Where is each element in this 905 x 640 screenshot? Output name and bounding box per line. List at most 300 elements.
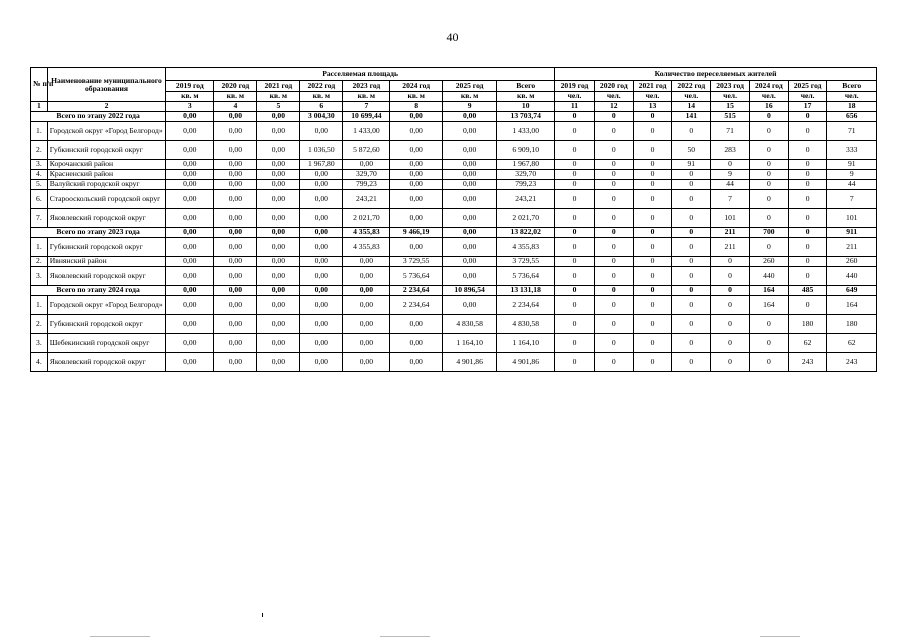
value-cell: 0,00 xyxy=(442,267,497,286)
value-cell: 0,00 xyxy=(166,180,214,190)
header-year-cell: 2021 год xyxy=(633,81,672,92)
value-cell: 1 433,00 xyxy=(343,122,390,141)
value-cell: 0 xyxy=(672,334,711,353)
value-cell: 440 xyxy=(827,267,877,286)
municipality-name: Старооскольский городской округ xyxy=(47,190,165,209)
value-cell: 0 xyxy=(594,209,633,228)
stage-total-cell: 4 355,83 xyxy=(343,228,390,238)
header-year-cell: 2025 год xyxy=(442,81,497,92)
value-cell: 44 xyxy=(827,180,877,190)
stage-total-cell: 0,00 xyxy=(166,286,214,296)
header-unit-cell: кв. м xyxy=(214,92,257,102)
value-cell: 0,00 xyxy=(390,238,442,257)
value-cell: 0,00 xyxy=(390,353,442,372)
value-cell: 0,00 xyxy=(390,334,442,353)
footer-rule xyxy=(760,636,800,637)
value-cell: 0,00 xyxy=(442,170,497,180)
value-cell: 0,00 xyxy=(300,267,343,286)
column-number-cell: 12 xyxy=(594,102,633,112)
stage-total-cell: 164 xyxy=(749,286,788,296)
value-cell: 260 xyxy=(827,257,877,267)
value-cell: 50 xyxy=(672,141,711,160)
value-cell: 0 xyxy=(749,238,788,257)
value-cell: 1 433,00 xyxy=(497,122,555,141)
municipality-name: Городской округ «Город Белгород» xyxy=(47,296,165,315)
stage-total-cell: 0,00 xyxy=(166,112,214,122)
column-number-cell: 15 xyxy=(711,102,750,112)
value-cell: 329,70 xyxy=(343,170,390,180)
value-cell: 0,00 xyxy=(257,353,300,372)
value-cell: 180 xyxy=(827,315,877,334)
table-row xyxy=(31,353,877,372)
value-cell: 0 xyxy=(555,267,595,286)
stage-total-cell: 0,00 xyxy=(214,286,257,296)
value-cell: 329,70 xyxy=(497,170,555,180)
value-cell: 0 xyxy=(749,190,788,209)
header-unit-cell: кв. м xyxy=(166,92,214,102)
value-cell: 0,00 xyxy=(257,238,300,257)
value-cell: 71 xyxy=(827,122,877,141)
value-cell: 0,00 xyxy=(257,315,300,334)
value-cell: 0,00 xyxy=(166,190,214,209)
value-cell: 0,00 xyxy=(257,209,300,228)
value-cell: 0 xyxy=(633,122,672,141)
value-cell: 91 xyxy=(672,160,711,170)
column-number-cell: 9 xyxy=(442,102,497,112)
stage-total-cell: 13 703,74 xyxy=(497,112,555,122)
value-cell: 0 xyxy=(555,180,595,190)
stage-total-cell: 0 xyxy=(594,112,633,122)
value-cell: 0,00 xyxy=(442,141,497,160)
header-name: Наименование муниципального образования xyxy=(47,68,165,102)
header-year-cell: 2024 год xyxy=(749,81,788,92)
value-cell: 62 xyxy=(788,334,827,353)
value-cell: 0,00 xyxy=(166,209,214,228)
value-cell: 799,23 xyxy=(343,180,390,190)
value-cell: 164 xyxy=(827,296,877,315)
table-row xyxy=(31,122,877,141)
value-cell: 5 872,60 xyxy=(343,141,390,160)
stage-total-label: Всего по этапу 2022 года xyxy=(31,112,166,122)
value-cell: 0,00 xyxy=(214,209,257,228)
value-cell: 101 xyxy=(711,209,750,228)
stage-total-row xyxy=(31,112,877,122)
stage-total-cell: 0,00 xyxy=(257,228,300,238)
stage-total-cell: 515 xyxy=(711,112,750,122)
value-cell: 0 xyxy=(672,267,711,286)
value-cell: 0 xyxy=(749,170,788,180)
municipality-name: Губкинский городской округ xyxy=(47,315,165,334)
value-cell: 0 xyxy=(672,238,711,257)
header-unit-cell: кв. м xyxy=(390,92,442,102)
value-cell: 0,00 xyxy=(257,257,300,267)
value-cell: 0 xyxy=(594,334,633,353)
value-cell: 211 xyxy=(827,238,877,257)
row-number: 1. xyxy=(31,238,48,257)
stage-total-cell: 0 xyxy=(633,286,672,296)
value-cell: 0,00 xyxy=(166,122,214,141)
value-cell: 0 xyxy=(788,160,827,170)
value-cell: 0 xyxy=(711,267,750,286)
value-cell: 0,00 xyxy=(300,296,343,315)
row-number: 1. xyxy=(31,122,48,141)
header-no: № п/п xyxy=(31,68,48,102)
table-row xyxy=(31,160,877,170)
value-cell: 0 xyxy=(788,267,827,286)
value-cell: 0 xyxy=(749,315,788,334)
value-cell: 0,00 xyxy=(166,257,214,267)
stage-total-cell: 3 004,30 xyxy=(300,112,343,122)
value-cell: 0,00 xyxy=(166,141,214,160)
value-cell: 0,00 xyxy=(214,353,257,372)
value-cell: 44 xyxy=(711,180,750,190)
value-cell: 0 xyxy=(633,180,672,190)
header-unit-cell: чел. xyxy=(672,92,711,102)
value-cell: 0,00 xyxy=(300,170,343,180)
header-unit-cell: чел. xyxy=(594,92,633,102)
value-cell: 0,00 xyxy=(166,267,214,286)
value-cell: 0,00 xyxy=(343,257,390,267)
table-row xyxy=(31,238,877,257)
value-cell: 0,00 xyxy=(442,238,497,257)
value-cell: 0 xyxy=(788,257,827,267)
value-cell: 0,00 xyxy=(166,296,214,315)
header-year-cell: 2023 год xyxy=(343,81,390,92)
stage-total-cell: 656 xyxy=(827,112,877,122)
value-cell: 0,00 xyxy=(214,267,257,286)
value-cell: 0,00 xyxy=(300,209,343,228)
stage-total-cell: 0,00 xyxy=(214,112,257,122)
value-cell: 0 xyxy=(633,267,672,286)
municipality-name: Корочанский район xyxy=(47,160,165,170)
value-cell: 4 901,86 xyxy=(442,353,497,372)
value-cell: 0,00 xyxy=(390,141,442,160)
value-cell: 0 xyxy=(555,190,595,209)
value-cell: 333 xyxy=(827,141,877,160)
column-number-cell: 6 xyxy=(300,102,343,112)
value-cell: 2 021,70 xyxy=(497,209,555,228)
value-cell: 0 xyxy=(594,122,633,141)
value-cell: 0,00 xyxy=(390,209,442,228)
column-number-cell: 1 xyxy=(31,102,48,112)
value-cell: 0 xyxy=(788,180,827,190)
header-unit-cell: чел. xyxy=(788,92,827,102)
value-cell: 3 729,55 xyxy=(497,257,555,267)
value-cell: 0 xyxy=(633,170,672,180)
value-cell: 0 xyxy=(788,238,827,257)
value-cell: 0 xyxy=(711,296,750,315)
table-row xyxy=(31,257,877,267)
value-cell: 9 xyxy=(711,170,750,180)
value-cell: 0,00 xyxy=(214,160,257,170)
table-body xyxy=(31,68,877,372)
value-cell: 243,21 xyxy=(497,190,555,209)
column-number-cell: 5 xyxy=(257,102,300,112)
municipality-name: Яковлевский городской округ xyxy=(47,353,165,372)
row-number: 2. xyxy=(31,315,48,334)
table-row xyxy=(31,334,877,353)
value-cell: 0 xyxy=(672,170,711,180)
value-cell: 0 xyxy=(749,180,788,190)
value-cell: 0,00 xyxy=(214,180,257,190)
stage-total-cell: 0 xyxy=(711,286,750,296)
header-year-cell: 2024 год xyxy=(390,81,442,92)
value-cell: 0 xyxy=(633,190,672,209)
table-row xyxy=(31,315,877,334)
stage-total-cell: 0 xyxy=(594,228,633,238)
table-row xyxy=(31,141,877,160)
value-cell: 0,00 xyxy=(214,334,257,353)
value-cell: 1 164,10 xyxy=(442,334,497,353)
value-cell: 2 234,64 xyxy=(390,296,442,315)
row-number: 2. xyxy=(31,257,48,267)
value-cell: 2 234,64 xyxy=(497,296,555,315)
table-row xyxy=(31,267,877,286)
value-cell: 0,00 xyxy=(390,190,442,209)
value-cell: 0 xyxy=(672,122,711,141)
row-number: 3. xyxy=(31,267,48,286)
value-cell: 0 xyxy=(711,315,750,334)
row-number: 4. xyxy=(31,170,48,180)
value-cell: 7 xyxy=(827,190,877,209)
column-number-cell: 11 xyxy=(555,102,595,112)
stage-total-label: Всего по этапу 2024 года xyxy=(31,286,166,296)
header-unit-cell: кв. м xyxy=(442,92,497,102)
resettlement-table xyxy=(30,67,877,372)
value-cell: 0 xyxy=(672,353,711,372)
value-cell: 0 xyxy=(672,257,711,267)
row-number: 1. xyxy=(31,296,48,315)
stage-total-cell: 0 xyxy=(672,228,711,238)
stage-total-cell: 211 xyxy=(711,228,750,238)
stage-total-cell: 911 xyxy=(827,228,877,238)
value-cell: 0 xyxy=(749,160,788,170)
header-year-cell: 2019 год xyxy=(166,81,214,92)
value-cell: 4 830,58 xyxy=(497,315,555,334)
value-cell: 0,00 xyxy=(257,170,300,180)
value-cell: 0 xyxy=(711,334,750,353)
stage-total-cell: 0 xyxy=(555,286,595,296)
header-unit-cell: чел. xyxy=(827,92,877,102)
value-cell: 1 967,80 xyxy=(497,160,555,170)
value-cell: 0 xyxy=(555,160,595,170)
page-number: 40 xyxy=(446,30,459,44)
value-cell: 799,23 xyxy=(497,180,555,190)
value-cell: 0,00 xyxy=(442,160,497,170)
stage-total-cell: 0,00 xyxy=(442,228,497,238)
value-cell: 0 xyxy=(788,170,827,180)
header-unit-cell: чел. xyxy=(555,92,595,102)
stage-total-cell: 649 xyxy=(827,286,877,296)
value-cell: 4 830,58 xyxy=(442,315,497,334)
value-cell: 0,00 xyxy=(442,296,497,315)
stage-total-cell: 0 xyxy=(788,228,827,238)
value-cell: 0 xyxy=(594,190,633,209)
value-cell: 243 xyxy=(827,353,877,372)
municipality-name: Яковлевский городской округ xyxy=(47,267,165,286)
value-cell: 1 164,10 xyxy=(497,334,555,353)
value-cell: 0 xyxy=(555,315,595,334)
value-cell: 0 xyxy=(633,238,672,257)
header-unit-cell: чел. xyxy=(711,92,750,102)
value-cell: 0 xyxy=(788,209,827,228)
stray-mark xyxy=(262,613,263,617)
value-cell: 0 xyxy=(788,296,827,315)
stage-total-cell: 2 234,64 xyxy=(390,286,442,296)
value-cell: 0,00 xyxy=(214,141,257,160)
value-cell: 0,00 xyxy=(343,315,390,334)
value-cell: 0 xyxy=(594,238,633,257)
value-cell: 0 xyxy=(788,122,827,141)
value-cell: 0 xyxy=(749,353,788,372)
value-cell: 164 xyxy=(749,296,788,315)
value-cell: 0 xyxy=(594,257,633,267)
row-number: 4. xyxy=(31,353,48,372)
value-cell: 0 xyxy=(633,209,672,228)
header-residents-group: Количество переселяемых жителей xyxy=(555,68,877,81)
value-cell: 0,00 xyxy=(300,180,343,190)
value-cell: 0,00 xyxy=(390,180,442,190)
column-number-cell: 17 xyxy=(788,102,827,112)
column-number-cell: 2 xyxy=(47,102,165,112)
column-number-cell: 10 xyxy=(497,102,555,112)
value-cell: 71 xyxy=(711,122,750,141)
municipality-name: Губкинский городской округ xyxy=(47,141,165,160)
stage-total-cell: 141 xyxy=(672,112,711,122)
table-row xyxy=(31,180,877,190)
value-cell: 0 xyxy=(633,160,672,170)
value-cell: 7 xyxy=(711,190,750,209)
value-cell: 0 xyxy=(672,209,711,228)
value-cell: 0,00 xyxy=(343,353,390,372)
value-cell: 0 xyxy=(749,141,788,160)
value-cell: 0,00 xyxy=(257,180,300,190)
row-number: 5. xyxy=(31,180,48,190)
value-cell: 1 036,50 xyxy=(300,141,343,160)
footer-rule xyxy=(90,636,150,637)
stage-total-cell: 0 xyxy=(633,112,672,122)
value-cell: 0 xyxy=(633,141,672,160)
stage-total-cell: 0,00 xyxy=(390,112,442,122)
header-year-cell: 2020 год xyxy=(214,81,257,92)
value-cell: 0 xyxy=(594,267,633,286)
value-cell: 0,00 xyxy=(390,170,442,180)
value-cell: 0,00 xyxy=(343,334,390,353)
stage-total-cell: 0 xyxy=(555,228,595,238)
value-cell: 0,00 xyxy=(300,257,343,267)
value-cell: 0 xyxy=(594,353,633,372)
value-cell: 0,00 xyxy=(257,141,300,160)
value-cell: 0,00 xyxy=(300,122,343,141)
stage-total-cell: 13 131,18 xyxy=(497,286,555,296)
column-number-cell: 3 xyxy=(166,102,214,112)
stage-total-cell: 0,00 xyxy=(300,286,343,296)
value-cell: 0,00 xyxy=(166,170,214,180)
value-cell: 0 xyxy=(594,315,633,334)
value-cell: 0,00 xyxy=(300,334,343,353)
column-number-cell: 14 xyxy=(672,102,711,112)
value-cell: 2 021,70 xyxy=(343,209,390,228)
header-unit-cell: кв. м xyxy=(257,92,300,102)
value-cell: 0,00 xyxy=(343,296,390,315)
header-year-cell: 2020 год xyxy=(594,81,633,92)
value-cell: 0,00 xyxy=(214,257,257,267)
value-cell: 0,00 xyxy=(300,238,343,257)
stage-total-row xyxy=(31,286,877,296)
value-cell: 0 xyxy=(672,190,711,209)
table-row xyxy=(31,190,877,209)
value-cell: 0,00 xyxy=(343,160,390,170)
value-cell: 0,00 xyxy=(442,180,497,190)
header-unit-cell: чел. xyxy=(749,92,788,102)
header-year-cell: 2022 год xyxy=(300,81,343,92)
value-cell: 0,00 xyxy=(442,257,497,267)
value-cell: 0 xyxy=(555,334,595,353)
value-cell: 0,00 xyxy=(214,190,257,209)
header-year-cell: 2025 год xyxy=(788,81,827,92)
stage-total-cell: 0,00 xyxy=(442,112,497,122)
value-cell: 4 355,83 xyxy=(497,238,555,257)
value-cell: 0,00 xyxy=(166,238,214,257)
value-cell: 0,00 xyxy=(390,315,442,334)
value-cell: 0 xyxy=(555,238,595,257)
stage-total-cell: 700 xyxy=(749,228,788,238)
value-cell: 440 xyxy=(749,267,788,286)
stage-total-cell: 13 822,02 xyxy=(497,228,555,238)
value-cell: 1 967,80 xyxy=(300,160,343,170)
value-cell: 0 xyxy=(633,257,672,267)
value-cell: 9 xyxy=(827,170,877,180)
value-cell: 0 xyxy=(555,122,595,141)
row-number: 2. xyxy=(31,141,48,160)
value-cell: 0,00 xyxy=(257,190,300,209)
header-year-cell: Всего xyxy=(827,81,877,92)
stage-total-label: Всего по этапу 2023 года xyxy=(31,228,166,238)
value-cell: 0 xyxy=(633,353,672,372)
value-cell: 62 xyxy=(827,334,877,353)
value-cell: 0,00 xyxy=(442,122,497,141)
row-number: 7. xyxy=(31,209,48,228)
value-cell: 0 xyxy=(633,315,672,334)
value-cell: 0,00 xyxy=(300,315,343,334)
value-cell: 0 xyxy=(788,141,827,160)
header-year-cell: 2019 год xyxy=(555,81,595,92)
stage-total-cell: 0,00 xyxy=(300,228,343,238)
value-cell: 5 736,64 xyxy=(390,267,442,286)
stage-total-cell: 0 xyxy=(594,286,633,296)
value-cell: 0,00 xyxy=(214,296,257,315)
value-cell: 0 xyxy=(594,141,633,160)
value-cell: 0 xyxy=(711,160,750,170)
stage-total-row xyxy=(31,228,877,238)
value-cell: 0,00 xyxy=(166,315,214,334)
stage-total-cell: 10 896,54 xyxy=(442,286,497,296)
value-cell: 0 xyxy=(555,170,595,180)
value-cell: 0 xyxy=(672,315,711,334)
municipality-name: Красненский район xyxy=(47,170,165,180)
header-year-cell: 2022 год xyxy=(672,81,711,92)
stage-total-cell: 0,00 xyxy=(166,228,214,238)
value-cell: 4 355,83 xyxy=(343,238,390,257)
stage-total-cell: 0,00 xyxy=(343,286,390,296)
header-area-group: Расселяемая площадь xyxy=(166,68,555,81)
value-cell: 0 xyxy=(711,353,750,372)
municipality-name: Шебекинский городской округ xyxy=(47,334,165,353)
value-cell: 91 xyxy=(827,160,877,170)
column-number-cell: 13 xyxy=(633,102,672,112)
value-cell: 211 xyxy=(711,238,750,257)
value-cell: 0 xyxy=(594,180,633,190)
